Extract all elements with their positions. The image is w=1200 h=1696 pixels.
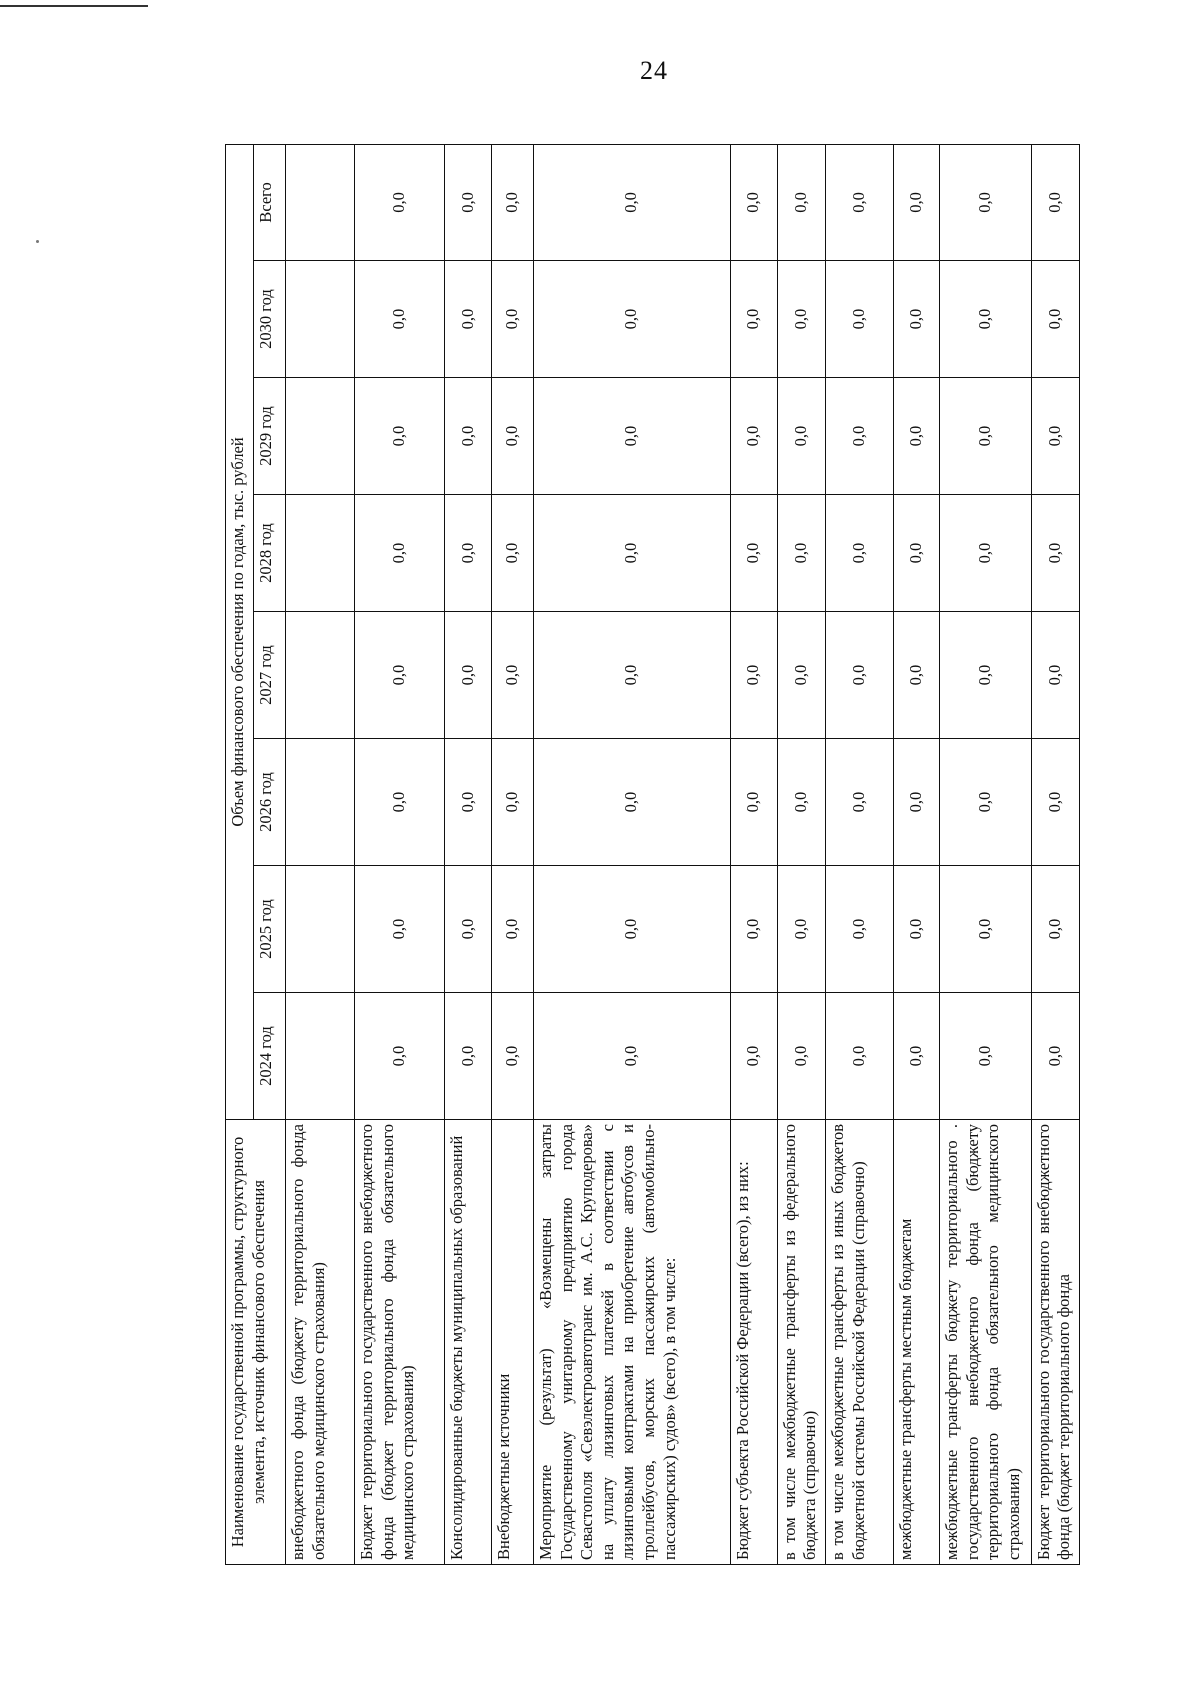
header-year-2024: 2024 год	[254, 993, 286, 1120]
row-label: межбюджетные трансферты местным бюджетам	[893, 1120, 939, 1565]
value-cell: 0,0	[893, 261, 939, 378]
value-cell: 0,0	[893, 378, 939, 495]
row-label: Бюджет субъекта Российской Федерации (всего), из них:	[730, 1120, 777, 1565]
row-label: межбюджетные трансферты бюджету территориального . государственного внебюджетного фонда (бюджету территориального фонда обязательного медицинского страхования)	[939, 1120, 1031, 1565]
table-row	[444, 144, 491, 1564]
value-cell: 0,0	[492, 739, 534, 866]
header-year-2027: 2027 год	[254, 612, 286, 739]
value-cell: 0,0	[355, 993, 445, 1120]
header-year-2030: 2030 год	[254, 261, 286, 378]
value-cell: 0,0	[444, 739, 491, 866]
table-row	[492, 144, 534, 1564]
value-cell: 0,0	[777, 739, 825, 866]
value-cell: 0,0	[444, 495, 491, 612]
value-cell: 0,0	[777, 378, 825, 495]
table-row	[730, 144, 777, 1564]
value-cell: 0,0	[777, 612, 825, 739]
value-cell: 0,0	[730, 612, 777, 739]
value-cell: 0,0	[444, 866, 491, 993]
value-cell: 0,0	[1031, 261, 1079, 378]
value-cell: 0,0	[444, 993, 491, 1120]
value-cell: 0,0	[825, 261, 893, 378]
value-cell	[286, 739, 355, 866]
value-cell: 0,0	[730, 378, 777, 495]
value-cell	[286, 612, 355, 739]
value-cell: 0,0	[730, 993, 777, 1120]
value-cell: 0,0	[1031, 378, 1079, 495]
value-cell	[286, 993, 355, 1120]
header-year-2028: 2028 год	[254, 495, 286, 612]
value-cell: 0,0	[939, 866, 1031, 993]
value-cell: 0,0	[777, 866, 825, 993]
value-cell: 0,0	[893, 612, 939, 739]
value-cell: 0,0	[825, 993, 893, 1120]
value-cell: 0,0	[355, 739, 445, 866]
value-cell: 0,0	[355, 261, 445, 378]
value-cell: 0,0	[1031, 739, 1079, 866]
value-cell: 0,0	[730, 866, 777, 993]
value-cell: 0,0	[825, 144, 893, 260]
table-row	[777, 144, 825, 1564]
value-cell: 0,0	[730, 144, 777, 260]
table-row	[825, 144, 893, 1564]
row-label: Консолидированные бюджеты муниципальных образований	[444, 1120, 491, 1565]
value-cell: 0,0	[533, 866, 730, 993]
table-row	[355, 144, 445, 1564]
value-cell	[286, 495, 355, 612]
value-cell: 0,0	[1031, 993, 1079, 1120]
table-row	[1031, 144, 1079, 1564]
value-cell: 0,0	[533, 261, 730, 378]
table-row	[533, 144, 730, 1564]
row-label: Мероприятие (результат) «Возмещены затраты Государственному унитарному предприятию города Севастополя «Севэлектроавтотранс им. А.С. Круподерова» на уплату лизинговых платежей в соответствии с лизинговыми контрактами на приобретение автобусов и троллейбусов, морских пассажирских (автомобильно-пассажирских) судов» (всего), в том числе:	[533, 1120, 730, 1565]
value-cell	[286, 144, 355, 260]
value-cell: 0,0	[444, 144, 491, 260]
row-label: Внебюджетные источники	[492, 1120, 534, 1565]
value-cell: 0,0	[777, 144, 825, 260]
value-cell: 0,0	[777, 261, 825, 378]
value-cell: 0,0	[939, 495, 1031, 612]
value-cell: 0,0	[1031, 495, 1079, 612]
value-cell: 0,0	[893, 866, 939, 993]
scan-artifact-line	[0, 5, 148, 7]
value-cell: 0,0	[1031, 144, 1079, 260]
value-cell: 0,0	[939, 739, 1031, 866]
value-cell: 0,0	[825, 378, 893, 495]
table-row	[893, 144, 939, 1564]
value-cell: 0,0	[355, 866, 445, 993]
value-cell	[286, 261, 355, 378]
header-year-2029: 2029 год	[254, 378, 286, 495]
page-number: 24	[640, 56, 668, 85]
value-cell: 0,0	[355, 378, 445, 495]
value-cell: 0,0	[1031, 612, 1079, 739]
value-cell: 0,0	[730, 261, 777, 378]
financing-table	[225, 144, 1080, 1565]
value-cell: 0,0	[444, 378, 491, 495]
rotated-table-container	[225, 145, 1080, 1565]
value-cell: 0,0	[893, 144, 939, 260]
value-cell: 0,0	[492, 144, 534, 260]
header-total: Всего	[254, 144, 286, 260]
value-cell: 0,0	[533, 378, 730, 495]
value-cell: 0,0	[939, 261, 1031, 378]
table-row	[286, 144, 355, 1564]
value-cell: 0,0	[939, 993, 1031, 1120]
value-cell: 0,0	[355, 612, 445, 739]
value-cell: 0,0	[355, 144, 445, 260]
value-cell: 0,0	[730, 495, 777, 612]
value-cell	[286, 866, 355, 993]
value-cell: 0,0	[1031, 866, 1079, 993]
value-cell: 0,0	[825, 612, 893, 739]
value-cell: 0,0	[893, 495, 939, 612]
value-cell: 0,0	[444, 261, 491, 378]
value-cell: 0,0	[533, 144, 730, 260]
value-cell	[286, 378, 355, 495]
value-cell: 0,0	[355, 495, 445, 612]
value-cell: 0,0	[533, 739, 730, 866]
value-cell: 0,0	[533, 495, 730, 612]
value-cell: 0,0	[825, 739, 893, 866]
value-cell: 0,0	[893, 739, 939, 866]
value-cell: 0,0	[939, 612, 1031, 739]
header-year-2026: 2026 год	[254, 739, 286, 866]
table-body	[286, 144, 1080, 1564]
value-cell: 0,0	[492, 378, 534, 495]
table-row	[939, 144, 1031, 1564]
value-cell: 0,0	[492, 866, 534, 993]
header-name-column: Наименование государственной программы, структурного элемента, источник финансового обеспечения	[226, 1120, 286, 1565]
value-cell: 0,0	[777, 495, 825, 612]
scan-artifact-dot	[36, 240, 39, 243]
value-cell: 0,0	[730, 739, 777, 866]
value-cell: 0,0	[492, 261, 534, 378]
value-cell: 0,0	[893, 993, 939, 1120]
value-cell: 0,0	[939, 378, 1031, 495]
value-cell: 0,0	[939, 144, 1031, 260]
row-label: внебюджетного фонда (бюджету территориального фонда обязательного медицинского страхования)	[286, 1120, 355, 1565]
value-cell: 0,0	[825, 495, 893, 612]
value-cell: 0,0	[492, 993, 534, 1120]
value-cell: 0,0	[492, 612, 534, 739]
value-cell: 0,0	[444, 612, 491, 739]
header-year-2025: 2025 год	[254, 866, 286, 993]
row-label: Бюджет территориального государственного внебюджетного фонда (бюджет территориального фонда обязательного медицинского страхования)	[355, 1120, 445, 1565]
value-cell: 0,0	[533, 993, 730, 1120]
value-cell: 0,0	[777, 993, 825, 1120]
row-label: в том числе межбюджетные трансферты из иных бюджетов бюджетной системы Российской Федерации (справочно)	[825, 1120, 893, 1565]
row-label: Бюджет территориального государственного внебюджетного фонда (бюджет территориального фонда	[1031, 1120, 1079, 1565]
value-cell: 0,0	[492, 495, 534, 612]
row-label: в том числе межбюджетные трансферты из федерального бюджета (справочно)	[777, 1120, 825, 1565]
value-cell: 0,0	[825, 866, 893, 993]
header-group-title: Объем финансового обеспечения по годам, тыс. рублей	[226, 144, 254, 1119]
value-cell: 0,0	[533, 612, 730, 739]
